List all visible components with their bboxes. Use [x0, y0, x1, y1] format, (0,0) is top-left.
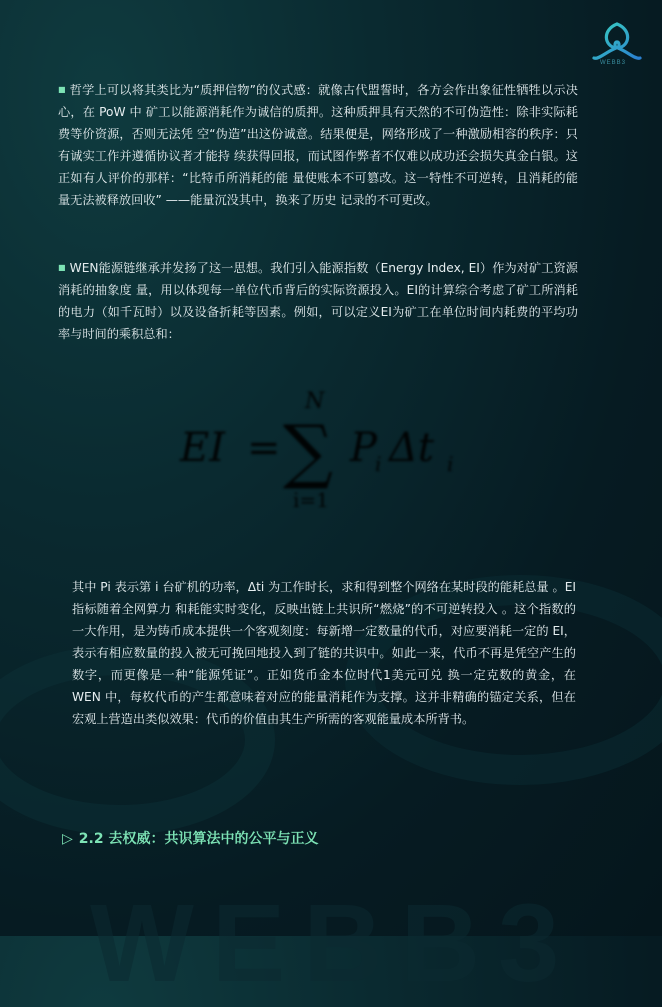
formula-sub-i: i [375, 452, 382, 476]
formula-term-dt: Δt [389, 425, 434, 471]
logo-text: WEBB3 [600, 60, 627, 66]
paragraph-energy-index [58, 257, 578, 345]
formula-upper-limit: N [305, 389, 325, 414]
paragraph-pledge [58, 79, 578, 211]
formula-term-p: P [350, 425, 377, 471]
triangle-icon: ▷ [62, 831, 73, 847]
section-heading [62, 828, 318, 848]
bullet-icon: ■ [58, 85, 66, 94]
bullet-icon: ■ [58, 263, 66, 272]
energy-index-formula [175, 383, 475, 513]
paragraph-text: 哲学上可以将其类比为“质押信物”的仪式感：就像古代盟誓时，各方会作出象征性牺牲以示决心，在 PoW 中 矿工以能源消耗作为诚信的质押。这种质押具有天然的不可伪造性：除非实际耗费等价资源，否则无法凭 空“伪造”出这份诚意。结果便是，网络形成了一种激励相容的秩序：只有诚实工作并遵循协议者才能持 续获得回报，而试图作弊者不仅难以成功还会损失真金白银。这正如有人评价的那样：“比特币所消耗的能 量使账本不可篡改。这一特性不可逆转，且消耗的能量无法被释放回收” ——能量沉没其中，换来了历史 记录的不可更改。 [58, 83, 578, 207]
formula-sub-i2: i [447, 452, 454, 476]
paragraph-explanation [72, 576, 576, 730]
formula-lhs: EI [180, 425, 225, 471]
formula-sigma: ∑ [283, 410, 333, 492]
paragraph-text: WEN能源链继承并发扬了这一思想。我们引入能源指数（Energy Index, EI）作为对矿工资源消耗的抽象度 量，用以体现每一单位代币背后的实际资源投入。EI的计算综合考虑了矿工所消耗的电力（如千瓦时）以及设备折耗等因素。例如，可以定义EI为矿工在单位时间内耗费的平均功率与时间的乘积总和： [58, 261, 578, 341]
paragraph-text: 其中 Pi 表示第 i 台矿机的功率，Δti 为工作时长，求和得到整个网络在某时段的能耗总量 。EI指标随着全网算力 和耗能实时变化，反映出链上共识所“燃烧”的不可逆转投入 。这个指数的一大作用，是为铸币成本提供一个客观刻度：每新增一定数量的代币，对应要消耗一定的 EI，表示有相应数量的投入被无可挽回地投入到了链的共识中。如此一来，代币不再是凭空产生的数字，而更像是一种“能源凭证”。正如货币金本位时代1美元可兑 换一定克数的黄金，在 WEN 中，每枚代币的产生都意味着对应的能量消耗作为支撑。这并非精确的锚定关系，但在宏观上营造出类似效果：代币的价值由其生产所需的客观能量成本所背书。 [72, 580, 576, 726]
section-heading-text: 2.2 去权威：共识算法中的公平与正义 [78, 831, 319, 847]
watermark-text: WEBB3 [90, 882, 578, 1005]
formula-equals: = [247, 425, 281, 471]
formula-lower-limit: i=1 [293, 488, 329, 512]
logo-icon [592, 20, 642, 64]
